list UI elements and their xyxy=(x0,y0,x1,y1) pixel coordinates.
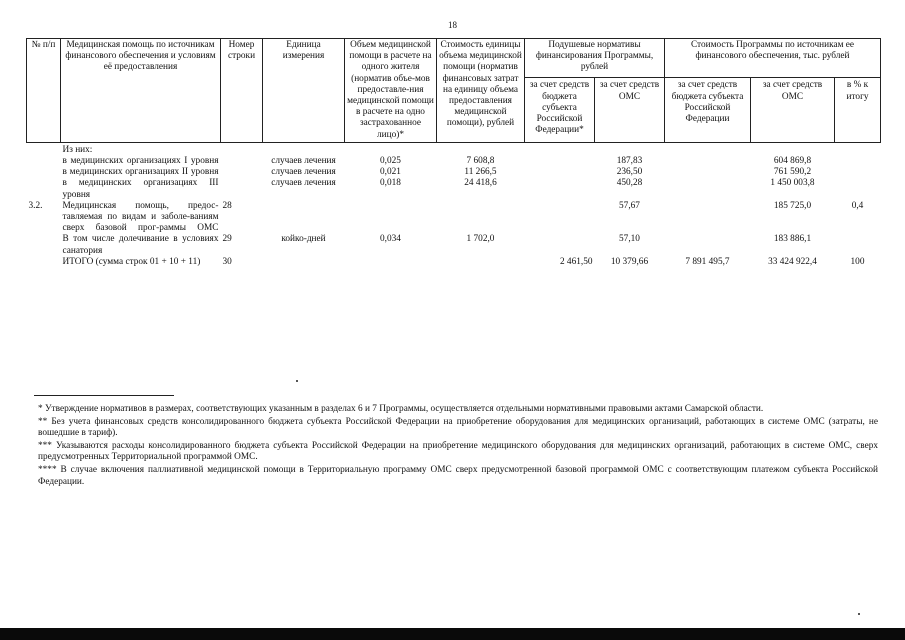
row-name: ИТОГО (сумма строк 01 + 10 + 11) xyxy=(62,256,201,267)
table-body xyxy=(27,142,881,268)
row-pct xyxy=(835,156,881,167)
table-row xyxy=(27,201,881,235)
header-per-capita-budget: за счет средств бюджета субъекта Российской Федерации* xyxy=(525,78,595,143)
row-volume xyxy=(345,142,437,156)
row-line xyxy=(221,142,263,156)
row-pct xyxy=(835,167,881,178)
row-unit xyxy=(263,142,345,156)
row-cost xyxy=(437,142,525,156)
table-row-total xyxy=(27,257,881,268)
row-cost xyxy=(437,201,525,235)
header-per-capita-oms: за счет средств ОМС xyxy=(595,78,665,143)
row-num xyxy=(27,156,61,167)
footnote: * Утверждение нормативов в размерах, соответствующих указанным в разделах 6 и 7 Программы, осуществляется отдельными нормативными правовыми актами Самарской области. xyxy=(38,404,764,414)
table-header xyxy=(27,39,881,143)
row-per-budget xyxy=(525,167,595,178)
row-per-budget xyxy=(525,142,595,156)
row-prog-oms xyxy=(751,142,835,156)
row-volume: 0,021 xyxy=(380,167,401,178)
row-line: 28 xyxy=(222,200,232,211)
row-prog-oms: 761 590,2 xyxy=(773,167,812,178)
row-volume: 0,018 xyxy=(380,178,401,189)
page-number: 18 xyxy=(448,20,457,30)
row-num xyxy=(27,257,61,268)
row-pct xyxy=(835,178,881,200)
header-program-oms: за счет средств ОМС xyxy=(751,78,835,143)
row-unit: случаев лечения xyxy=(271,156,336,167)
scan-border xyxy=(0,628,905,640)
row-volume: 0,034 xyxy=(380,234,401,245)
row-prog-oms: 183 886,1 xyxy=(773,234,812,245)
row-pct xyxy=(835,142,881,156)
row-pct: 0,4 xyxy=(851,200,864,211)
row-prog-oms: 1 450 003,8 xyxy=(770,178,815,189)
row-prog-oms: 185 725,0 xyxy=(773,200,812,211)
row-prog-oms: 604 869,8 xyxy=(773,156,812,167)
row-unit: случаев лечения xyxy=(271,178,336,189)
row-num xyxy=(27,142,61,156)
row-per-budget xyxy=(525,178,595,200)
row-volume xyxy=(345,201,437,235)
row-prog-budget xyxy=(665,201,751,235)
row-prog-budget: 7 891 495,7 xyxy=(685,256,730,267)
row-line xyxy=(221,156,263,167)
row-per-oms: 187,83 xyxy=(616,156,643,167)
row-name: Из них: xyxy=(62,144,93,155)
header-volume: Объем медицинской помощи в расчете на одного жителя (норматив объе-мов предоставле-ния медицинской помощи в расчете на одно застрахованное лицо)* xyxy=(345,39,437,143)
row-name: В том числе долечивание в условиях санатория xyxy=(62,234,219,256)
row-pct: 100 xyxy=(850,256,865,267)
row-unit xyxy=(263,257,345,268)
table-row xyxy=(27,167,881,178)
row-per-oms xyxy=(595,142,665,156)
footnote: **** В случае включения паллиативной медицинской помощи в Территориальную программу ОМС сверх предусмотренной базовой программой ОМС с соответствующим платежом субъекта Российской Федерации. xyxy=(38,464,878,487)
row-unit: койко-дней xyxy=(281,234,326,245)
row-per-budget xyxy=(525,234,595,256)
footnotes xyxy=(38,404,878,489)
row-per-oms: 236,50 xyxy=(616,167,643,178)
header-unit: Единица измерения xyxy=(263,39,345,143)
header-per-capita-group: Подушевые нормативы финансирования Программы, рублей xyxy=(525,39,665,78)
header-program-cost-group: Стоимость Программы по источникам ее финансового обеспечения, тыс. рублей xyxy=(665,39,881,78)
program-cost-table xyxy=(26,38,881,268)
row-per-oms: 450,28 xyxy=(616,178,643,189)
table-row xyxy=(27,142,881,156)
scan-speck xyxy=(296,380,298,382)
header-percent: в % к итогу xyxy=(835,78,881,143)
row-prog-budget xyxy=(665,167,751,178)
header-number: № п/п xyxy=(27,39,61,143)
row-name: в медицинских организациях III уровня xyxy=(62,178,219,200)
row-name: в медицинских организациях II уровня xyxy=(62,167,219,178)
row-cost: 24 418,6 xyxy=(464,178,497,189)
row-per-oms: 57,10 xyxy=(619,234,640,245)
row-per-oms: 10 379,66 xyxy=(610,256,649,267)
row-num: 3.2. xyxy=(28,200,43,211)
row-line xyxy=(221,178,263,200)
row-prog-budget xyxy=(665,142,751,156)
row-per-budget: 2 461,50 xyxy=(559,256,593,267)
row-prog-budget xyxy=(665,178,751,200)
header-program-budget: за счет средств бюджета субъекта Российской Федерации xyxy=(665,78,751,143)
table-row xyxy=(27,234,881,256)
row-per-oms: 57,67 xyxy=(619,200,640,211)
table-row xyxy=(27,156,881,167)
row-name: в медицинских организациях I уровня xyxy=(62,156,219,167)
row-num xyxy=(27,234,61,256)
row-num xyxy=(27,167,61,178)
row-per-budget xyxy=(525,156,595,167)
row-prog-budget xyxy=(665,234,751,256)
row-prog-oms: 33 424 922,4 xyxy=(768,256,817,267)
row-line xyxy=(221,167,263,178)
footnote: ** Без учета финансовых средств консолидированного бюджета субъекта Российской Федерации на приобретение оборудования для медицинских организаций, работающих в системе ОМС (затраты, не вошедшие в тариф). xyxy=(38,416,878,439)
header-care-type: Медицинская помощь по источникам финансового обеспечения и условиям её предоставления xyxy=(61,39,221,143)
row-unit xyxy=(263,201,345,235)
row-volume: 0,025 xyxy=(380,156,401,167)
row-num xyxy=(27,178,61,200)
row-prog-budget xyxy=(665,156,751,167)
row-cost xyxy=(437,257,525,268)
row-line: 29 xyxy=(222,234,232,245)
scan-speck xyxy=(858,613,860,615)
row-cost: 7 608,8 xyxy=(466,156,495,167)
row-per-budget xyxy=(525,201,595,235)
row-name: Медицинская помощь, предос-тавляемая по видам и заболе-ваниям сверх базовой прог-раммы ОМС xyxy=(62,200,219,234)
header-line-number: Номер строки xyxy=(221,39,263,143)
row-cost: 1 702,0 xyxy=(466,234,495,245)
header-unit-cost: Стоимость единицы объема медицинской помощи (норматив финансовых затрат на единицу объема предоставления медицинской помощи), рублей xyxy=(437,39,525,143)
row-line: 30 xyxy=(222,256,232,267)
table-row xyxy=(27,178,881,200)
row-pct xyxy=(835,234,881,256)
row-volume xyxy=(345,257,437,268)
row-cost: 11 266,5 xyxy=(464,167,497,178)
footnote-divider xyxy=(34,395,174,396)
footnote: *** Указываются расходы консолидированного бюджета субъекта Российской Федерации на приобретение медицинского оборудования для медицинских организаций, работающих в системе ОМС, сверх предусмотренных Территориальной программой ОМС. xyxy=(38,440,878,463)
row-unit: случаев лечения xyxy=(271,167,336,178)
